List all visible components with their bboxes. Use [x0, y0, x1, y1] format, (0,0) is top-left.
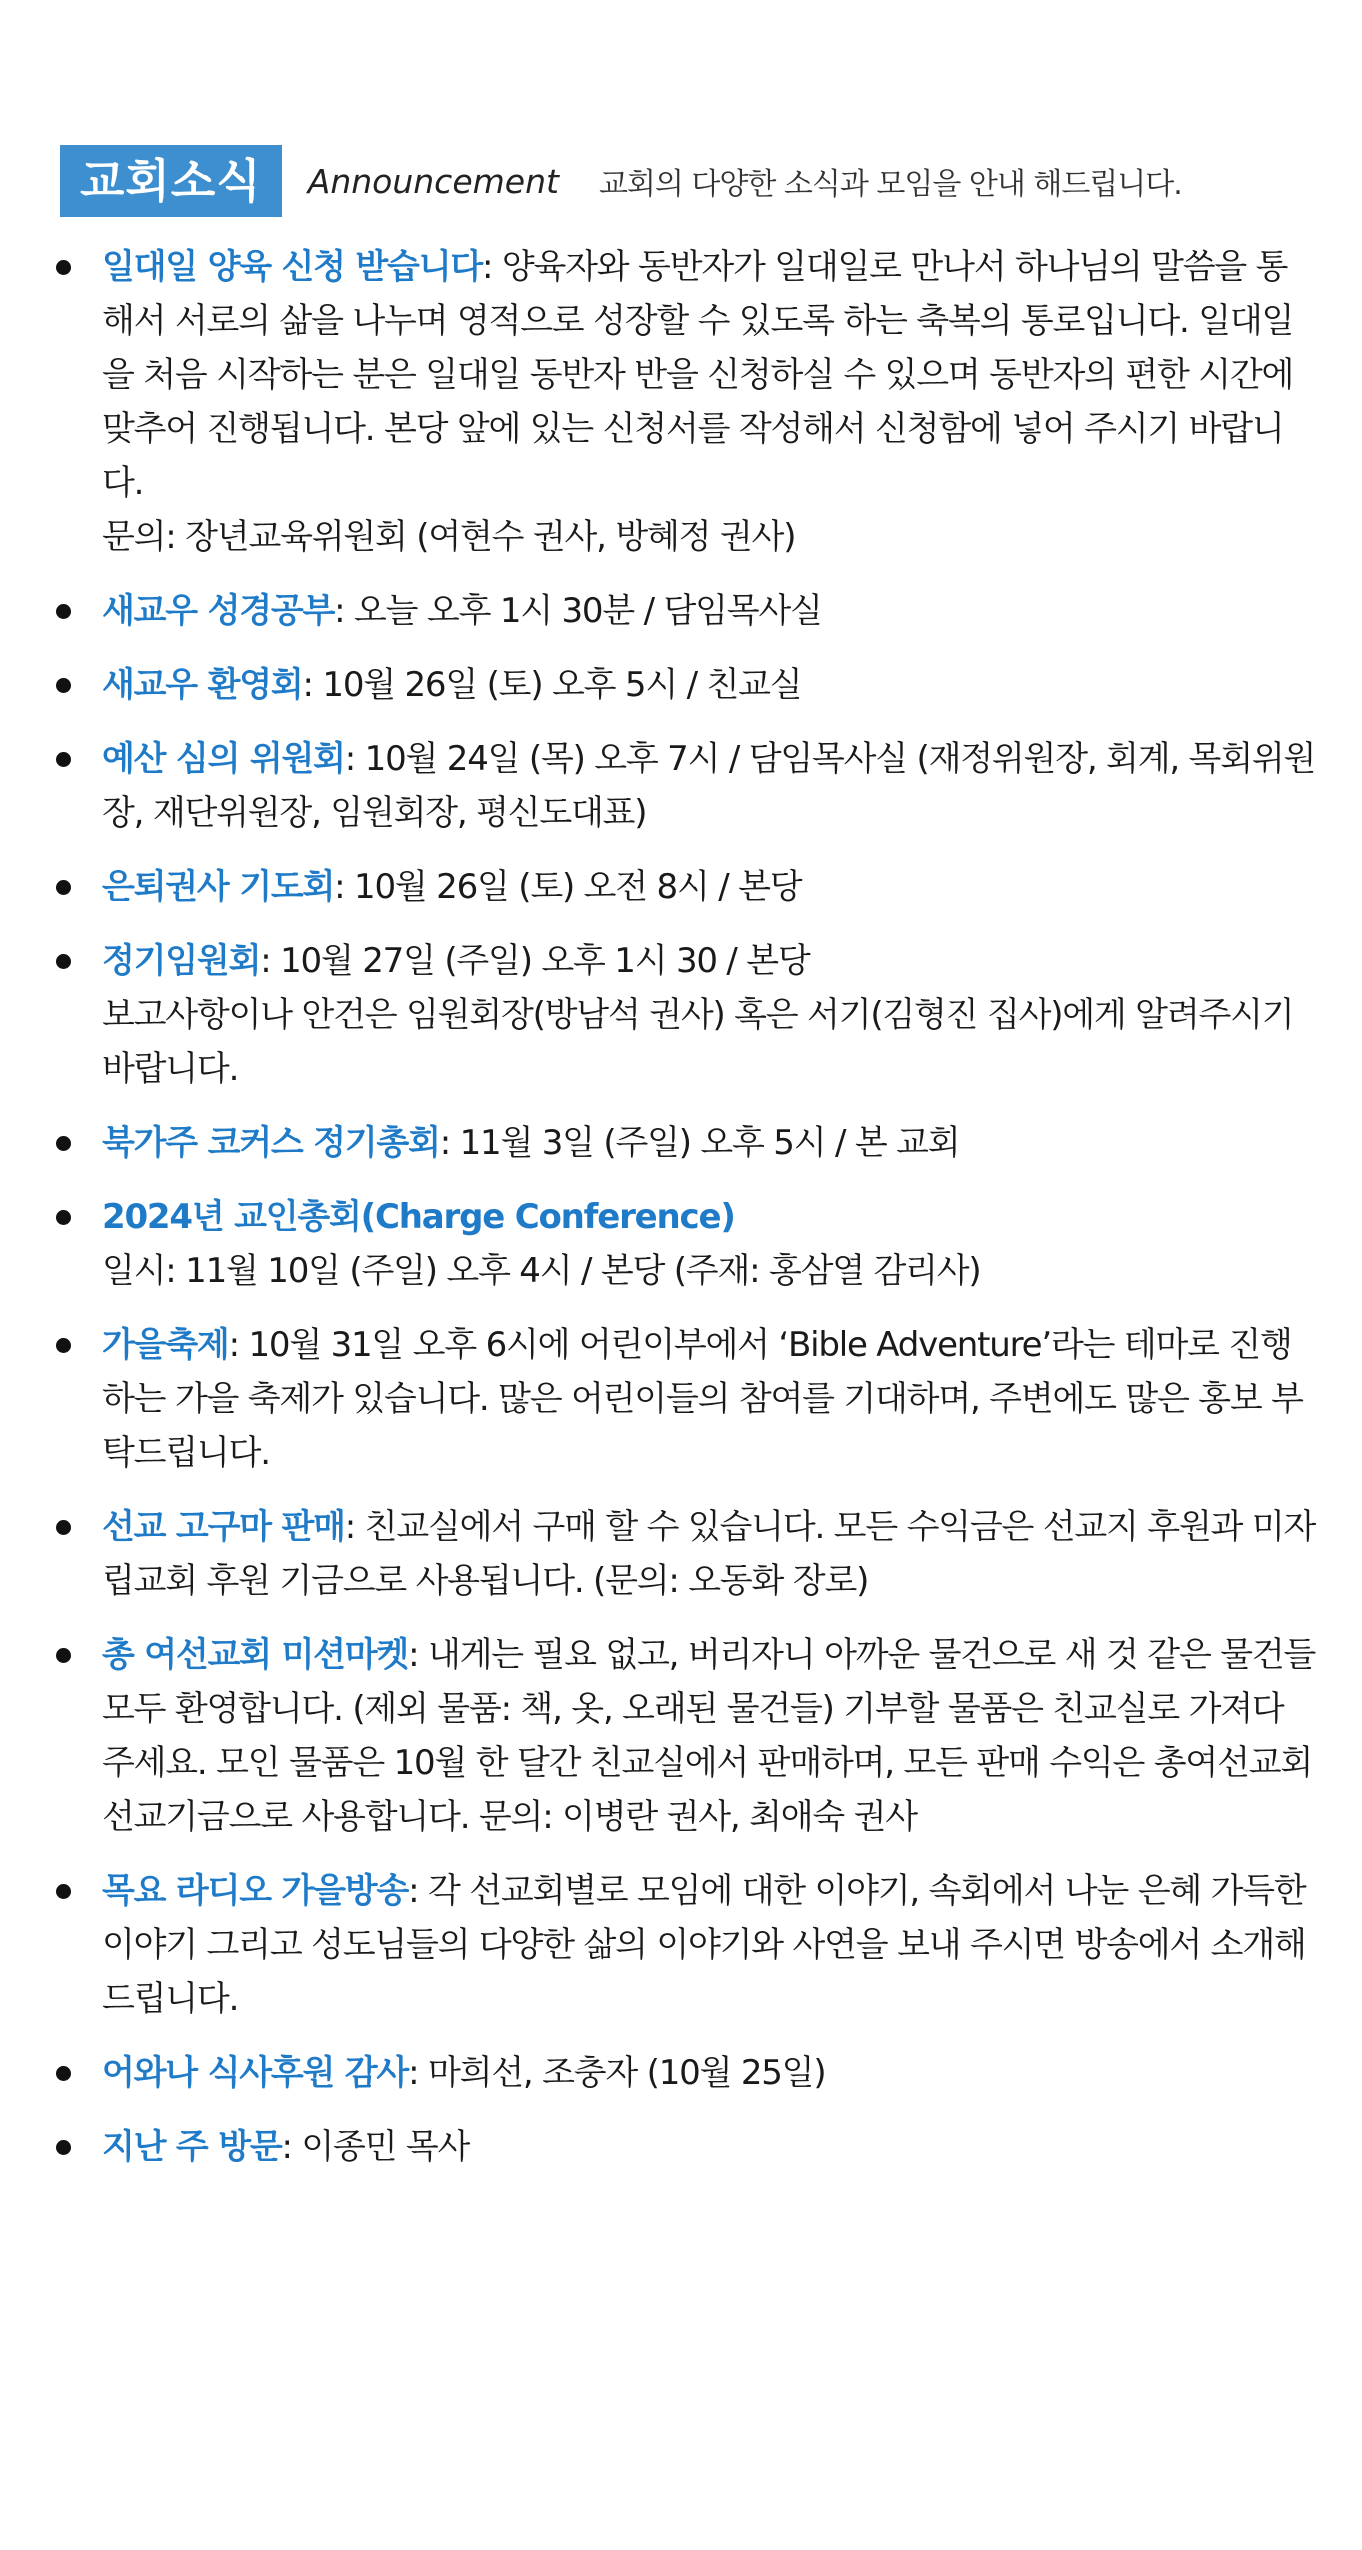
notice-title: 정기임원회	[102, 941, 261, 981]
bullet-icon	[56, 752, 71, 767]
notice-separator: :	[408, 1871, 419, 1911]
list-item	[0, 658, 1362, 712]
notice-body: 이종민 목사	[291, 2127, 470, 2167]
notice-separator: :	[344, 739, 356, 779]
notice-title: 총 여선교회 미션마켓	[102, 1635, 409, 1675]
notice-separator: :	[260, 941, 271, 981]
notice-body: 오늘 오후 1시 30분 / 담임목사실	[344, 591, 822, 631]
list-item	[0, 732, 1362, 840]
notice-separator: :	[344, 1507, 356, 1547]
bullet-icon	[56, 2140, 71, 2155]
list-item	[0, 1500, 1362, 1608]
list-item	[0, 2046, 1362, 2100]
bullet-icon	[56, 1648, 71, 1663]
notice-body: 각 선교회별로 모임에 대한 이야기, 속회에서 나눈 은혜 가득한 이야기 그리고 성도님들의 다양한 삶의 이야기와 사연을 보내 주시면 방송에서 소개해드립니다.	[102, 1871, 1306, 2019]
list-item	[0, 934, 1362, 1096]
notice-title: 가을축제	[102, 1325, 229, 1365]
list-item	[0, 1190, 1362, 1298]
notice-body: 10월 31일 오후 6시에 어린이부에서 ‘Bible Adventure’라는 테마로 진행하는 가을 축제가 있습니다. 많은 어린이들의 참여를 기대하며, 주변에도 많은 홍보 부탁드립니다.	[102, 1325, 1303, 1473]
list-item	[0, 860, 1362, 914]
section-header	[60, 145, 1182, 217]
section-subtitle-english: Announcement	[307, 161, 559, 201]
bullet-icon	[56, 1884, 71, 1899]
list-item	[0, 240, 1362, 564]
notice-title: 목요 라디오 가을방송	[102, 1871, 409, 1911]
notice-title: 북가주 코커스 정기총회	[102, 1123, 440, 1163]
section-subtitle-korean: 교회의 다양한 소식과 모임을 안내 해드립니다.	[598, 167, 1182, 202]
notice-separator: :	[439, 1123, 450, 1163]
bullet-icon	[56, 678, 71, 693]
notice-body: 10월 26일 (토) 오전 8시 / 본당	[344, 867, 802, 907]
notice-body: 마희선, 조충자 (10월 25일)	[418, 2053, 826, 2093]
notice-separator: :	[281, 2127, 292, 2167]
bullet-icon	[56, 954, 71, 969]
notice-separator: :	[228, 1325, 239, 1365]
notice-separator: :	[302, 665, 313, 705]
notice-body: 친교실에서 구매 할 수 있습니다. 모든 수익금은 선교지 후원과 미자립교회 후원 기금으로 사용됩니다. (문의: 오동화 장로)	[102, 1507, 1316, 1601]
list-item	[0, 1864, 1362, 2026]
notice-title: 지난 주 방문	[102, 2127, 282, 2167]
list-item	[0, 1318, 1362, 1480]
notice-title: 새교우 성경공부	[102, 591, 335, 631]
notice-title: 어와나 식사후원 감사	[102, 2053, 409, 2093]
notice-separator: :	[408, 1635, 419, 1675]
list-item	[0, 2120, 1362, 2174]
bullet-icon	[56, 260, 71, 275]
notice-extra: 보고사항이나 안건은 임원회장(방남석 권사) 혹은 서기(김형진 집사)에게 알려주시기 바랍니다.	[102, 995, 1294, 1089]
notice-title: 은퇴권사 기도회	[102, 867, 335, 907]
notice-title: 일대일 양육 신청 받습니다	[102, 247, 482, 287]
announcement-list	[0, 240, 1362, 2194]
bullet-icon	[56, 2066, 71, 2081]
notice-title: 2024년 교인총회(Charge Conference)	[102, 1197, 735, 1237]
bullet-icon	[56, 1520, 71, 1535]
notice-title: 새교우 환영회	[102, 665, 303, 705]
notice-body: 양육자와 동반자가 일대일로 만나서 하나님의 말씀을 통해서 서로의 삶을 나누며 영적으로 성장할 수 있도록 하는 축복의 통로입니다. 일대일을 처음 시작하는 분은 일대일 동반자 반을 신청하실 수 있으며 동반자의 편한 시간에 맞추어 진행됩니다. 본당 앞에 있는 신청서를 작성해서 신청함에 넣어 주시기 바랍니다.	[102, 247, 1294, 503]
bullet-icon	[56, 604, 71, 619]
notice-separator: :	[482, 247, 493, 287]
notice-body: 11월 3일 (주일) 오후 5시 / 본 교회	[449, 1123, 960, 1163]
bullet-icon	[56, 880, 71, 895]
notice-separator: :	[334, 867, 345, 907]
list-item	[0, 1628, 1362, 1844]
list-item	[0, 584, 1362, 638]
notice-title: 선교 고구마 판매	[102, 1507, 345, 1547]
bullet-icon	[56, 1338, 71, 1353]
bullet-icon	[56, 1136, 71, 1151]
notice-extra: 일시: 11월 10일 (주일) 오후 4시 / 본당 (주재: 홍삼열 감리사)	[102, 1251, 981, 1291]
list-item	[0, 1116, 1362, 1170]
section-title-badge: 교회소식	[60, 145, 282, 217]
notice-body: 10월 26일 (토) 오후 5시 / 친교실	[312, 665, 802, 705]
notice-separator: :	[408, 2053, 419, 2093]
notice-body: 10월 24일 (목) 오후 7시 / 담임목사실 (재정위원장, 회계, 목회위원장, 재단위원장, 임원회장, 평신도대표)	[102, 739, 1316, 833]
notice-body: 내게는 필요 없고, 버리자니 아까운 물건으로 새 것 같은 물건들 모두 환영합니다. (제외 물품: 책, 옷, 오래된 물건들) 기부할 물품은 친교실로 가져다 주세요. 모인 물품은 10월 한 달간 친교실에서 판매하며, 모든 판매 수익은 총여선교회 선교기금으로 사용합니다. 문의: 이병란 권사, 최애숙 권사	[102, 1635, 1316, 1837]
notice-extra: 문의: 장년교육위원회 (여현수 권사, 방혜정 권사)	[102, 517, 796, 557]
bullet-icon	[56, 1210, 71, 1225]
notice-body: 10월 27일 (주일) 오후 1시 30 / 본당	[270, 941, 810, 981]
notice-title: 예산 심의 위원회	[102, 739, 345, 779]
notice-separator: :	[334, 591, 345, 631]
